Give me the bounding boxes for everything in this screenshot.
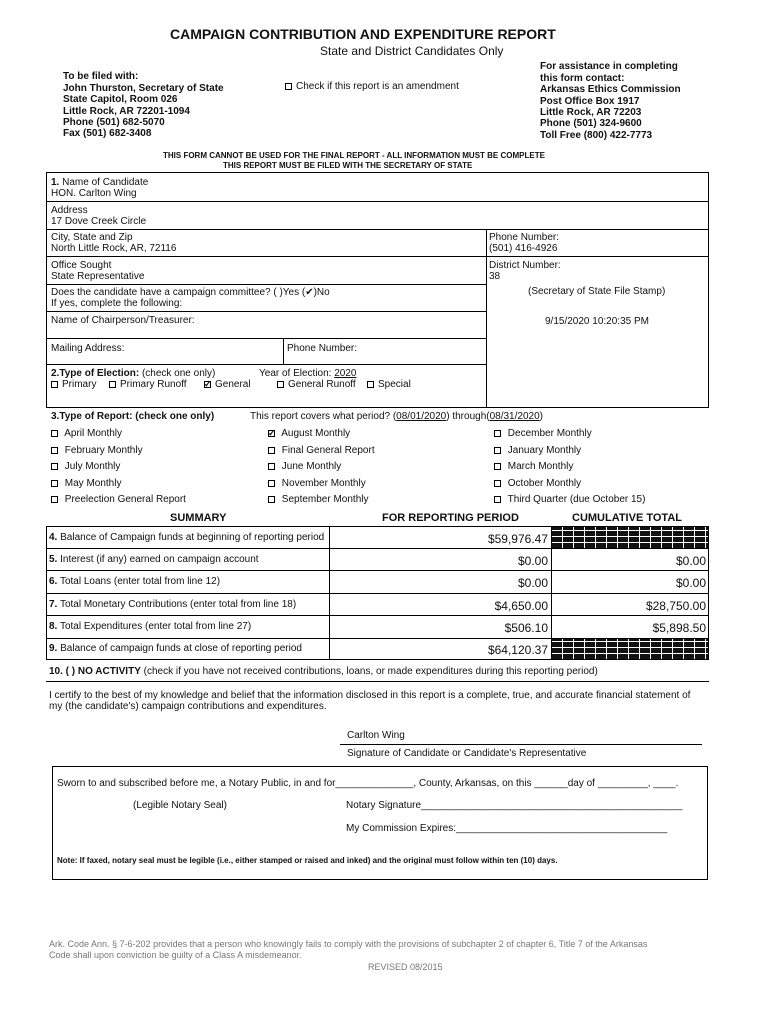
notary-signature-field[interactable]: Notary Signature_______________________________________________ bbox=[346, 800, 683, 811]
mailing-phone-label: Phone Number: bbox=[287, 343, 358, 354]
report-option[interactable]: ✓ August Monthly bbox=[268, 428, 350, 440]
notary-commission-field[interactable]: My Commission Expires:______________________________________ bbox=[346, 823, 668, 834]
election-option-general-runoff[interactable]: General Runoff bbox=[277, 379, 356, 391]
report-option[interactable]: January Monthly bbox=[494, 445, 581, 457]
assistance-line: Post Office Box 1917 bbox=[540, 96, 640, 107]
checkbox[interactable] bbox=[494, 430, 501, 437]
filed-with-line: Phone (501) 682-5070 bbox=[63, 117, 165, 128]
certification-text: my (the candidate's) campaign contributions and expenditures. bbox=[49, 701, 327, 712]
revised-date: REVISED 08/2015 bbox=[368, 962, 443, 972]
form-title: CAMPAIGN CONTRIBUTION AND EXPENDITURE REPORT bbox=[170, 26, 556, 42]
form-subtitle: State and District Candidates Only bbox=[320, 44, 504, 58]
report-option[interactable]: December Monthly bbox=[494, 428, 592, 440]
address-label: Address bbox=[51, 205, 88, 216]
summary-row-label: 6. Total Loans (enter total from line 12) bbox=[49, 576, 221, 587]
amendment-checkbox[interactable] bbox=[285, 81, 459, 93]
filed-with-line: Fax (501) 682-3408 bbox=[63, 128, 152, 139]
report-option[interactable]: July Monthly bbox=[51, 461, 120, 473]
committee-question-note: If yes, complete the following: bbox=[51, 298, 183, 309]
assistance-line: Phone (501) 324-9600 bbox=[540, 118, 642, 129]
notice-final-report: THIS FORM CANNOT BE USED FOR THE FINAL REPORT - ALL INFORMATION MUST BE COMPLETE bbox=[163, 151, 545, 160]
cumulative-amount: $0.00 bbox=[675, 576, 706, 590]
summary-row-label: 4. Balance of Campaign funds at beginning of reporting period bbox=[49, 532, 325, 543]
report-option[interactable]: October Monthly bbox=[494, 478, 581, 490]
summary-row-label: 7. Total Monetary Contributions (enter total from line 18) bbox=[49, 599, 297, 610]
file-stamp-label: (Secretary of State File Stamp) bbox=[528, 286, 666, 297]
cumulative-shaded-cell bbox=[552, 527, 708, 548]
period-amount: $506.10 bbox=[504, 621, 548, 635]
candidate-name-label: 1. Name of Candidate bbox=[51, 177, 149, 188]
cumulative-header: CUMULATIVE TOTAL bbox=[572, 512, 682, 524]
checkbox[interactable] bbox=[268, 463, 275, 470]
election-option-special[interactable]: Special bbox=[367, 379, 411, 391]
report-option[interactable]: Third Quarter (due October 15) bbox=[494, 494, 645, 506]
report-option[interactable]: May Monthly bbox=[51, 478, 121, 490]
assistance-line: Little Rock, AR 72203 bbox=[540, 107, 642, 118]
filed-with-line: Little Rock, AR 72201-1094 bbox=[63, 106, 190, 117]
notary-sworn-text[interactable]: Sworn to and subscribed before me, a Notary Public, in and for______________, County, Arkansas, on this ______day of _________, ____. bbox=[57, 778, 679, 789]
filed-with-line: State Capitol, Room 026 bbox=[63, 94, 178, 105]
amendment-label: Check if this report is an amendment bbox=[296, 81, 459, 92]
checkbox[interactable] bbox=[268, 430, 275, 437]
office-label: Office Sought bbox=[51, 260, 112, 271]
phone-value: (501) 416-4926 bbox=[489, 243, 558, 254]
checkbox[interactable] bbox=[268, 447, 275, 454]
certification-text: I certify to the best of my knowledge and belief that the information disclosed in this report is a complete, true, and accurate financial statement of bbox=[49, 690, 691, 701]
period-amount: $64,120.37 bbox=[487, 643, 548, 657]
assistance-line: Arkansas Ethics Commission bbox=[540, 84, 681, 95]
legal-footer: Code shall upon conviction be guilty of a Class A misdemeanor. bbox=[49, 950, 302, 960]
signature-name: Carlton Wing bbox=[347, 730, 405, 741]
district-value: 38 bbox=[489, 271, 501, 282]
report-option[interactable]: March Monthly bbox=[494, 461, 573, 473]
period-amount: $59,976.47 bbox=[487, 532, 548, 546]
report-option[interactable]: February Monthly bbox=[51, 445, 143, 457]
period-header: FOR REPORTING PERIOD bbox=[382, 512, 519, 524]
checkbox[interactable] bbox=[494, 463, 501, 470]
period-amount: $4,650.00 bbox=[494, 599, 548, 613]
summary-header: SUMMARY bbox=[170, 512, 227, 524]
district-label: District Number: bbox=[489, 260, 561, 271]
report-option[interactable]: June Monthly bbox=[268, 461, 341, 473]
cumulative-amount: $0.00 bbox=[675, 554, 706, 568]
election-option-primary-runoff[interactable]: Primary Runoff bbox=[109, 379, 187, 391]
checkbox[interactable] bbox=[494, 496, 501, 503]
address-value: 17 Dove Creek Circle bbox=[51, 216, 147, 227]
signature-label: Signature of Candidate or Candidate's Representative bbox=[347, 748, 587, 759]
election-option-general[interactable]: ✓ General bbox=[204, 379, 251, 391]
report-option[interactable]: April Monthly bbox=[51, 428, 122, 440]
report-period: This report covers what period? (08/01/2020) through(08/31/2020) bbox=[250, 411, 543, 422]
checkbox[interactable] bbox=[51, 430, 58, 437]
amendment-checkbox-box[interactable] bbox=[285, 83, 292, 90]
notice-file-with-sos: THIS REPORT MUST BE FILED WITH THE SECRETARY OF STATE bbox=[223, 161, 473, 170]
office-value: State Representative bbox=[51, 271, 145, 282]
election-option-primary[interactable]: Primary bbox=[51, 379, 96, 391]
election-year: Year of Election: 2020 bbox=[259, 368, 357, 379]
checkbox[interactable] bbox=[109, 381, 116, 388]
summary-row-label: 5. Interest (if any) earned on campaign account bbox=[49, 554, 259, 565]
checkbox[interactable] bbox=[51, 496, 58, 503]
chairperson-label: Name of Chairperson/Treasurer: bbox=[51, 315, 195, 326]
legal-footer: Ark. Code Ann. § 7-6-202 provides that a person who knowingly fails to comply with the provisions of subchapter 2 of chapter 6, Title 7 of the Arkansas bbox=[49, 939, 648, 949]
checkbox[interactable] bbox=[277, 381, 284, 388]
checkbox[interactable] bbox=[494, 480, 501, 487]
summary-row-label: 9. Balance of campaign funds at close of reporting period bbox=[49, 643, 302, 654]
notary-seal-label: (Legible Notary Seal) bbox=[133, 800, 227, 811]
cumulative-amount: $5,898.50 bbox=[652, 621, 706, 635]
phone-label: Phone Number: bbox=[489, 232, 560, 243]
summary-row-label: 8. Total Expenditures (enter total from line 27) bbox=[49, 621, 252, 632]
no-activity-line[interactable]: 10. ( ) NO ACTIVITY (check if you have not received contributions, loans, or made expenditures during this reporting period) bbox=[49, 666, 598, 677]
assistance-line: this form contact: bbox=[540, 73, 625, 84]
candidate-name: HON. Carlton Wing bbox=[51, 188, 137, 199]
checkbox[interactable] bbox=[268, 480, 275, 487]
checkbox[interactable] bbox=[51, 480, 58, 487]
checkbox[interactable] bbox=[51, 447, 58, 454]
mailing-address-label: Mailing Address: bbox=[51, 343, 125, 354]
checkbox[interactable] bbox=[268, 496, 275, 503]
report-option[interactable]: September Monthly bbox=[268, 494, 369, 506]
committee-question: Does the candidate have a campaign committee? ( )Yes (✔)No bbox=[51, 287, 330, 298]
checkbox[interactable] bbox=[51, 381, 58, 388]
checkbox[interactable] bbox=[204, 381, 211, 388]
assistance-line: Toll Free (800) 422-7773 bbox=[540, 130, 653, 141]
report-option[interactable]: Final General Report bbox=[268, 445, 375, 457]
assistance-line: For assistance in completing bbox=[540, 61, 678, 72]
cumulative-shaded-cell bbox=[552, 639, 708, 659]
period-amount: $0.00 bbox=[517, 576, 548, 590]
report-option[interactable]: Preelection General Report bbox=[51, 494, 186, 506]
checkbox[interactable] bbox=[494, 447, 501, 454]
filed-with-line: John Thurston, Secretary of State bbox=[63, 83, 224, 94]
period-amount: $0.00 bbox=[517, 554, 548, 568]
filed-with-line: To be filed with: bbox=[63, 71, 139, 82]
checkbox[interactable] bbox=[367, 381, 374, 388]
city-value: North Little Rock, AR, 72116 bbox=[51, 243, 177, 254]
cumulative-amount: $28,750.00 bbox=[645, 599, 706, 613]
report-option[interactable]: November Monthly bbox=[268, 478, 366, 490]
election-type-label: 2.Type of Election: (check one only) bbox=[51, 368, 216, 379]
file-stamp-time: 9/15/2020 10:20:35 PM bbox=[545, 316, 649, 327]
checkbox[interactable] bbox=[51, 463, 58, 470]
report-type-label: 3.Type of Report: (check one only) bbox=[51, 411, 215, 422]
city-label: City, State and Zip bbox=[51, 232, 133, 243]
notary-fax-note: Note: If faxed, notary seal must be legible (i.e., either stamped or raised and inked) and the original must follow within ten (10) days. bbox=[57, 856, 558, 865]
